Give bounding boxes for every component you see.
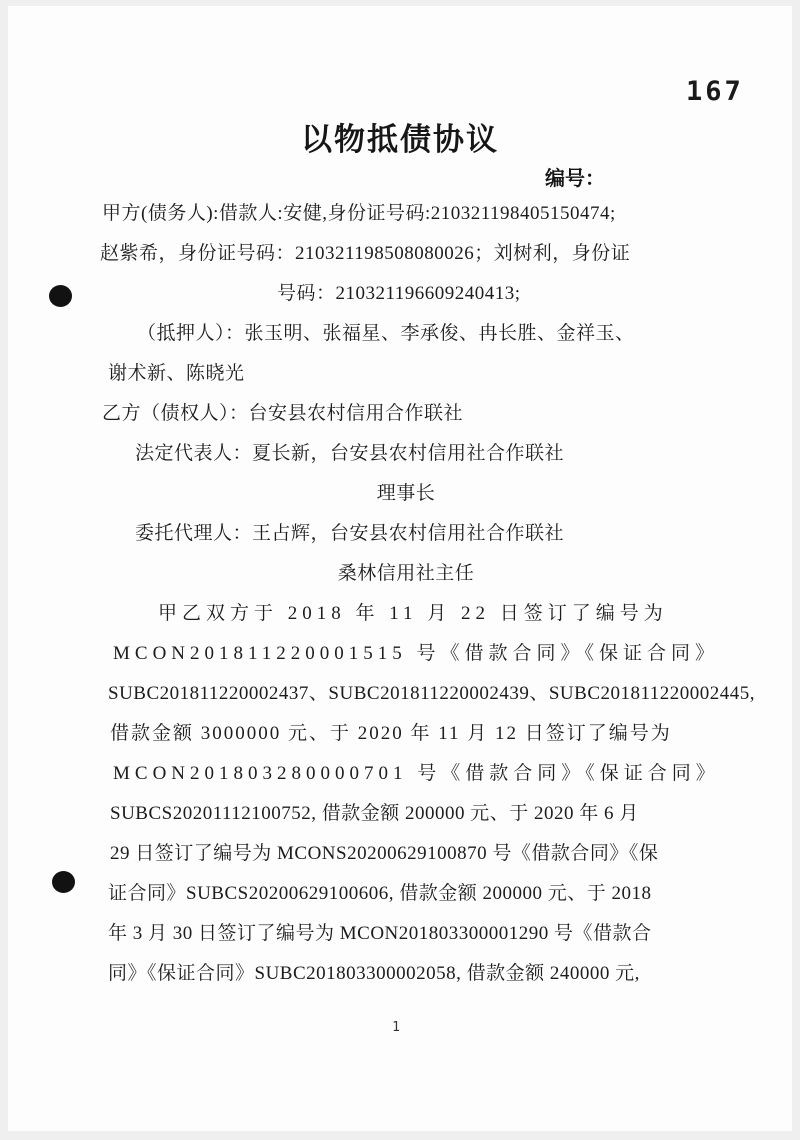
doc-line: SUBC201811220002437、SUBC201811220002439、SUBC201811220002445, [108, 683, 756, 704]
doc-line: 29 日签订了编号为 MCONS20200629100870 号《借款合同》《保 [110, 843, 659, 864]
doc-line: 借款金额 3000000 元、于 2020 年 11 月 12 日签订了编号为 [110, 723, 672, 744]
doc-line: MCON201803280000701 号《借款合同》《保证合同》 [113, 763, 720, 784]
doc-line: （抵押人）：张玉明、张福星、李承俊、冉长胜、金祥玉、 [137, 323, 635, 344]
doc-line: 谢术新、陈晓光 [108, 363, 245, 384]
doc-line: 年 3 月 30 日签订了编号为 MCON201803300001290 号《借款合 [108, 923, 652, 944]
hole-punch-mark [49, 285, 72, 307]
document-page [8, 6, 792, 1131]
doc-line: 理事长 [376, 483, 436, 504]
doc-line: 甲乙双方于 2018 年 11 月 22 日签订了编号为 [158, 603, 668, 624]
doc-line: MCON201811220001515 号《借款合同》《保证合同》 [113, 643, 720, 664]
footer-page-number: 1 [392, 1020, 400, 1035]
doc-line: 同》《保证合同》SUBC201803300002058, 借款金额 240000 元, [108, 963, 640, 984]
doc-line: 桑林信用社主任 [337, 563, 475, 584]
doc-line: 乙方（债权人）：台安县农村信用合作联社 [102, 403, 464, 424]
agreement-number-label: 编号： [545, 168, 605, 190]
doc-line: 法定代表人：夏长新，台安县农村信用社合作联社 [135, 443, 565, 464]
doc-line: SUBCS20201112100752, 借款金额 200000 元、于 2020 年 6 月 [110, 803, 639, 824]
document-body [100, 194, 756, 994]
doc-line: 赵紫希，身份证号码：210321198508080026；刘树利，身份证 [100, 243, 631, 264]
doc-line: 号码：210321196609240413; [277, 283, 521, 304]
archive-page-number: 167 [686, 76, 744, 107]
doc-line: 证合同》SUBCS20200629100606, 借款金额 200000 元、于 2018 [108, 883, 652, 904]
doc-line: 甲方(债务人):借款人:安健,身份证号码:210321198405150474; [102, 203, 616, 224]
document-title: 以物抵债协议 [301, 122, 499, 157]
hole-punch-mark [52, 871, 75, 893]
doc-line: 委托代理人：王占辉，台安县农村信用社合作联社 [135, 523, 565, 544]
